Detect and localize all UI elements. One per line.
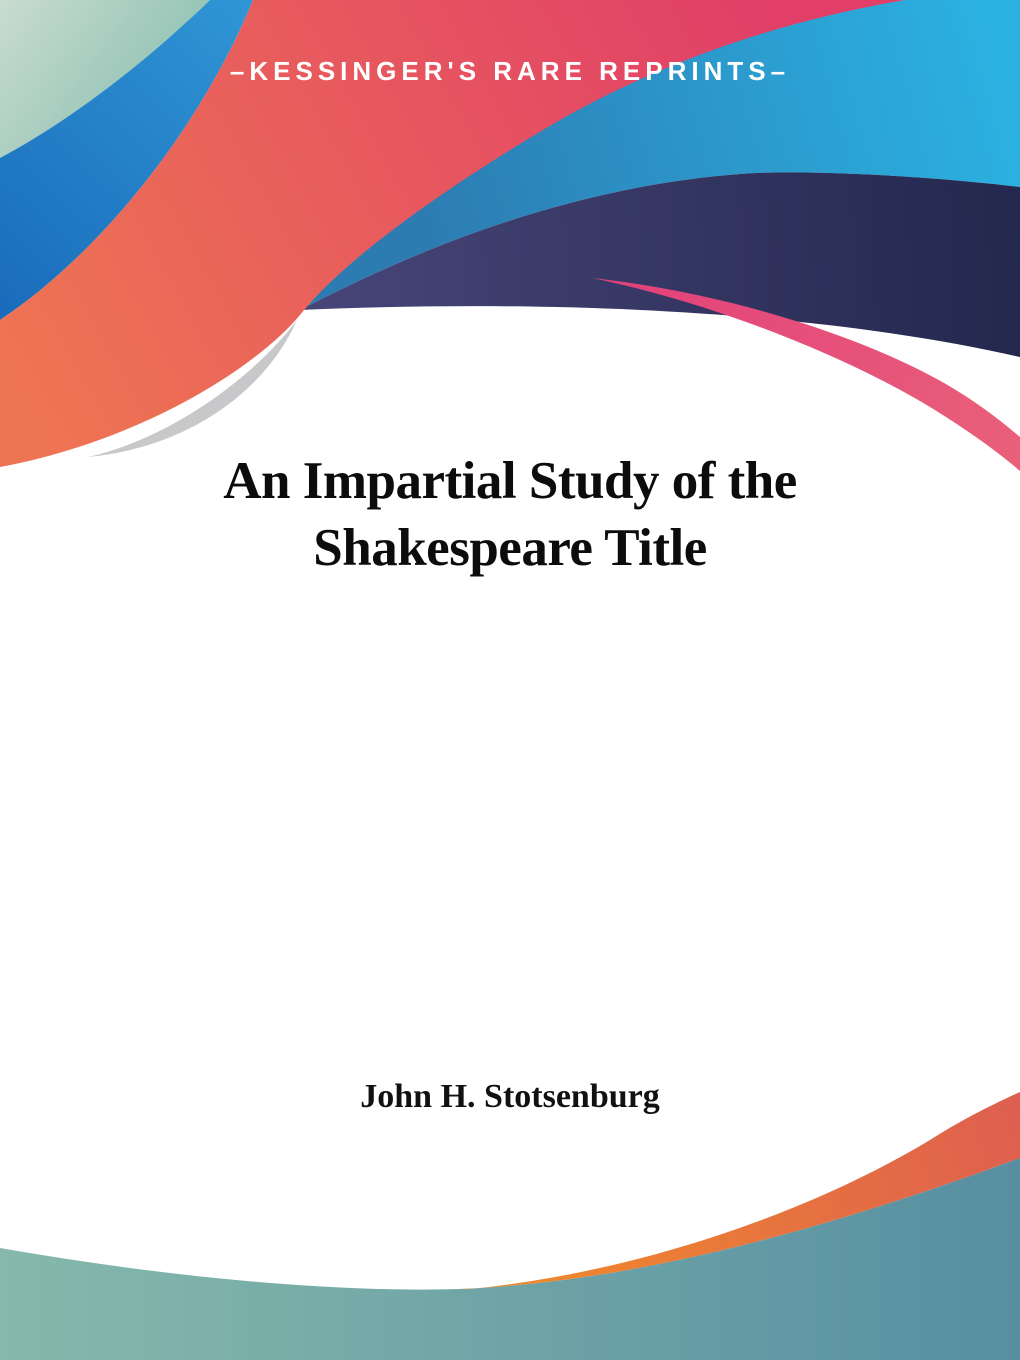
publisher-banner: –KESSINGER'S RARE REPRINTS–	[229, 56, 791, 86]
book-author: John H. Stotsenburg	[360, 1078, 660, 1115]
book-title-line-1: An Impartial Study of the	[223, 452, 797, 510]
book-title-line-2: Shakespeare Title	[313, 519, 707, 577]
book-title	[0, 448, 1020, 582]
